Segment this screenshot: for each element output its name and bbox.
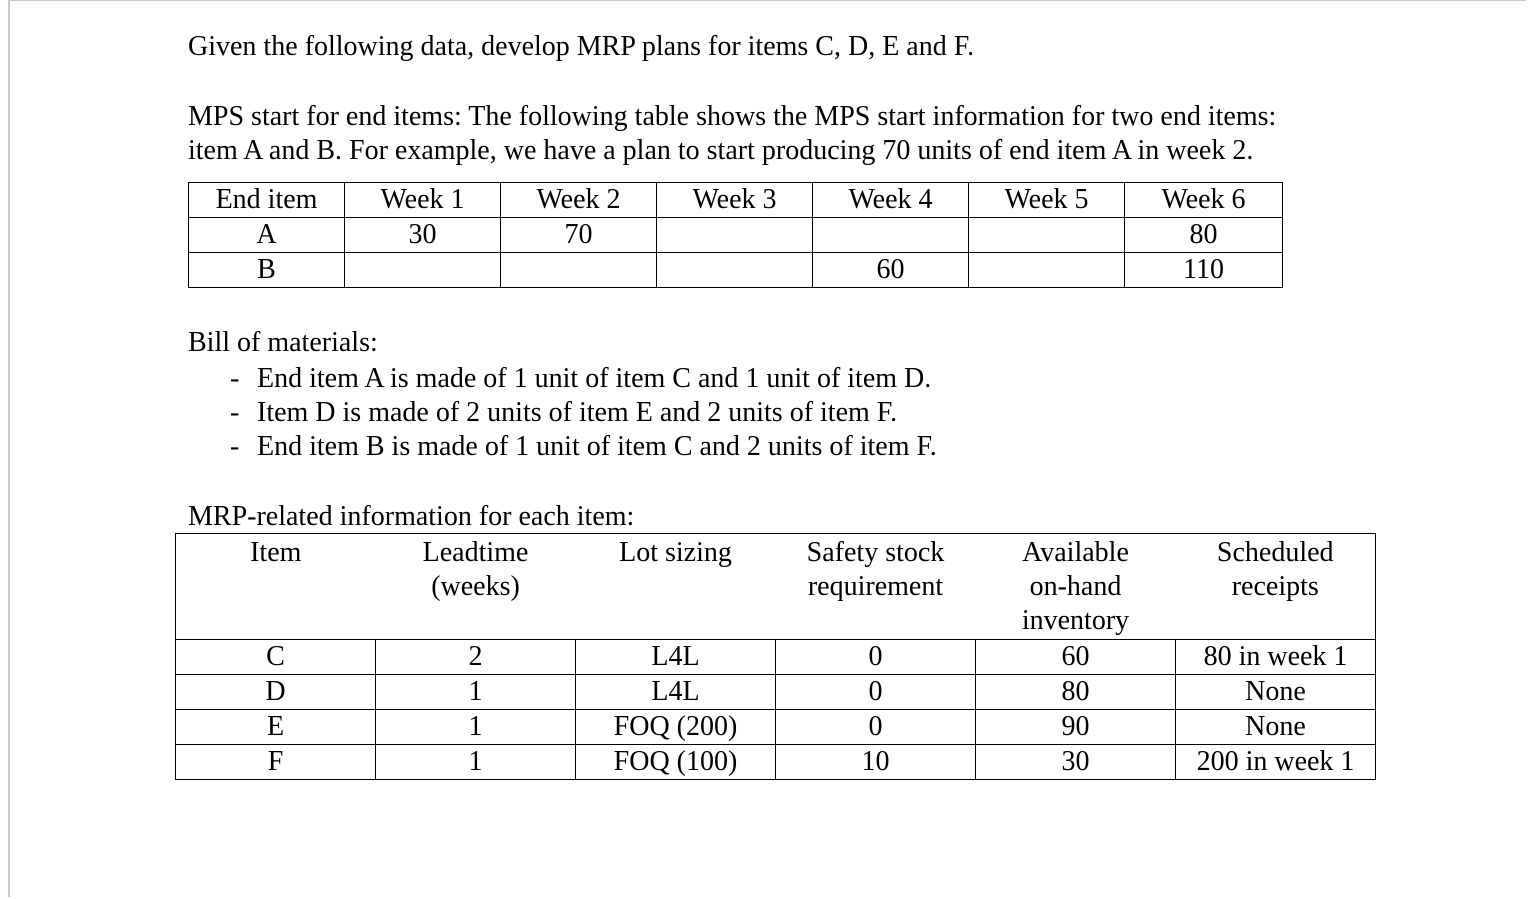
list-item: - End item A is made of 1 unit of item C and 1 unit of item D. — [230, 363, 932, 394]
mps-cell — [657, 253, 813, 288]
bom-title: Bill of materials: — [188, 327, 378, 358]
mrp-header-line: receipts — [1231, 571, 1319, 602]
mps-cell: 60 — [813, 253, 969, 288]
mps-header-cell: Week 6 — [1125, 183, 1283, 218]
mrp-cell: None — [1176, 710, 1376, 745]
table-row — [176, 675, 1376, 710]
mrp-header-line: Safety stock — [806, 537, 945, 568]
mrp-cell: 0 — [776, 710, 976, 745]
mps-cell: 110 — [1125, 253, 1283, 288]
mrp-cell: FOQ (200) — [576, 710, 776, 745]
mrp-cell: L4L — [576, 640, 776, 675]
mps-cell — [657, 218, 813, 253]
intro-text: Given the following data, develop MRP plans for items C, D, E and F. — [188, 31, 975, 62]
mrp-header-line: Lot sizing — [619, 537, 732, 568]
mps-cell: 70 — [501, 218, 657, 253]
mrp-cell: None — [1176, 675, 1376, 710]
mrp-cell: 1 — [376, 710, 576, 745]
table-row — [189, 218, 1283, 253]
mps-table — [188, 182, 1283, 288]
mrp-cell: F — [176, 745, 376, 780]
mrp-cell: 1 — [376, 745, 576, 780]
mrp-header-leadtime — [376, 534, 576, 640]
mrp-cell: FOQ (100) — [576, 745, 776, 780]
mrp-cell: 0 — [776, 640, 976, 675]
mrp-cell: 30 — [976, 745, 1176, 780]
mrp-header-safety-stock — [776, 534, 976, 640]
mps-cell — [813, 218, 969, 253]
mps-header-cell: Week 4 — [813, 183, 969, 218]
mps-header-row — [189, 183, 1283, 218]
mrp-cell: C — [176, 640, 376, 675]
mrp-cell: 2 — [376, 640, 576, 675]
mrp-header-line: inventory — [1021, 605, 1130, 636]
mrp-header-line: (weeks) — [431, 571, 520, 602]
list-item: - Item D is made of 2 units of item E and 2 units of item F. — [230, 397, 898, 428]
mrp-header-line: Leadtime — [422, 537, 529, 568]
mrp-cell: 90 — [976, 710, 1176, 745]
table-row — [176, 745, 1376, 780]
table-row — [176, 640, 1376, 675]
mrp-cell: E — [176, 710, 376, 745]
mrp-cell: 200 in week 1 — [1176, 745, 1376, 780]
mps-header-cell: Week 3 — [657, 183, 813, 218]
mps-header-cell: Week 5 — [969, 183, 1125, 218]
mrp-header-item — [176, 534, 376, 640]
mps-cell — [501, 253, 657, 288]
mps-header-cell: Week 2 — [501, 183, 657, 218]
mrp-cell: 60 — [976, 640, 1176, 675]
mps-paragraph-line-1: MPS start for end items: The following table shows the MPS start information for two end items: — [188, 101, 1277, 132]
mrp-header-line: Item — [250, 537, 302, 568]
mps-cell: 80 — [1125, 218, 1283, 253]
bom-item-text: Item D is made of 2 units of item E and 2 units of item F. — [257, 397, 898, 428]
table-row — [176, 710, 1376, 745]
mrp-header-line: Available — [1022, 537, 1129, 568]
mrp-header-line: requirement — [807, 571, 944, 602]
mps-cell — [969, 218, 1125, 253]
mrp-header-on-hand — [976, 534, 1176, 640]
mps-header-cell: End item — [189, 183, 345, 218]
mps-cell: B — [189, 253, 345, 288]
mrp-header-row — [176, 534, 1376, 640]
mps-cell: 30 — [345, 218, 501, 253]
mrp-info-table — [175, 533, 1376, 780]
bom-item-text: End item B is made of 1 unit of item C and 2 units of item F. — [257, 431, 937, 462]
mrp-header-scheduled-receipts — [1176, 534, 1376, 640]
mrp-header-line: Scheduled — [1216, 537, 1334, 568]
mps-cell — [969, 253, 1125, 288]
mps-paragraph-line-2: item A and B. For example, we have a plan to start producing 70 units of end item A in week 2. — [188, 135, 1254, 166]
mrp-info-title: MRP-related information for each item: — [188, 501, 635, 532]
bom-item-text: End item A is made of 1 unit of item C and 1 unit of item D. — [257, 363, 932, 394]
bom-list — [230, 362, 937, 464]
table-row — [189, 253, 1283, 288]
mrp-cell: L4L — [576, 675, 776, 710]
mrp-cell: 10 — [776, 745, 976, 780]
mps-cell — [345, 253, 501, 288]
mps-cell: A — [189, 218, 345, 253]
mrp-cell: 0 — [776, 675, 976, 710]
mps-header-cell: Week 1 — [345, 183, 501, 218]
mrp-cell: 80 — [976, 675, 1176, 710]
mrp-header-lot-sizing — [576, 534, 776, 640]
mrp-cell: D — [176, 675, 376, 710]
mrp-header-line: on-hand — [1029, 571, 1122, 602]
list-item: - End item B is made of 1 unit of item C and 2 units of item F. — [230, 431, 937, 462]
mrp-cell: 1 — [376, 675, 576, 710]
mrp-cell: 80 in week 1 — [1176, 640, 1376, 675]
